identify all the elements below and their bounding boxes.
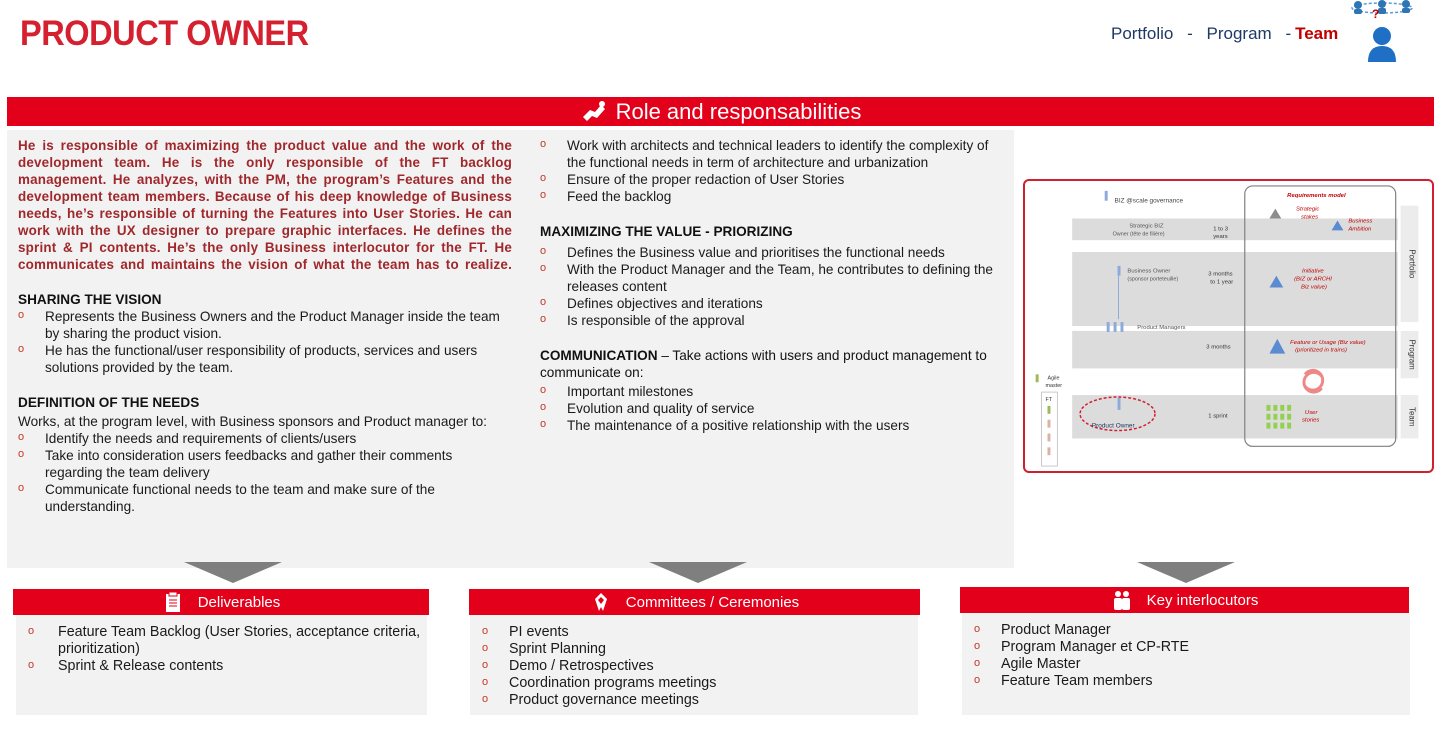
list-item: o Agile Master	[962, 656, 1410, 673]
list-item: o The maintenance of a positive relationship with the users	[540, 417, 1010, 434]
governance-label: BIZ @scale governance	[1114, 197, 1184, 205]
svg-text:?: ?	[1372, 7, 1380, 21]
value-list	[540, 244, 1010, 329]
right-column	[540, 137, 1010, 434]
row-duration-sub: to 1 year	[1210, 279, 1234, 286]
handshake-icon	[580, 99, 608, 125]
req-label-sub: stakes	[1301, 214, 1319, 221]
list-item: o Communicate functional needs to the team and make sure of the understanding.	[18, 481, 512, 515]
deliverables-box	[16, 615, 427, 715]
interlocutors-box	[962, 613, 1410, 715]
people-icon	[1111, 589, 1133, 611]
clipboard-icon	[162, 591, 184, 613]
list-item: o Evolution and quality of service	[540, 400, 1010, 417]
side-label-program: Program	[1407, 339, 1417, 370]
communication-heading	[540, 347, 1010, 381]
req-label: Feature or Usage (Biz value)	[1290, 339, 1366, 346]
page-title: PRODUCT OWNER	[20, 14, 309, 53]
list-item: o Represents the Business Owners and the Product Manager inside the team by sharing the product vision.	[18, 308, 512, 342]
list-item: o Feature Team members	[962, 673, 1410, 690]
list-item: o Defines objectives and iterations	[540, 295, 1010, 312]
breadcrumb	[1111, 24, 1347, 44]
row-role-sub: Owner (tête de filière)	[1112, 231, 1165, 238]
row-role: Product Owner	[1091, 422, 1135, 430]
breadcrumb-separator: -	[1187, 24, 1193, 43]
deliverables-header	[13, 589, 429, 615]
needs-list	[18, 430, 512, 515]
req-label: Strategic	[1296, 206, 1320, 213]
intro-paragraph: He is responsible of maximizing the product value and the work of the development team. He is the only responsible of the FT backlog management. He analyzes, with the PM, the program’s Features and the development team members. Because of his deep knowledge of Business needs, he’s responsible of turning the Features into User Stories. He can work with the UX designer to prepare graphic interfaces. He defines the sprint & PI contents. He’s the only Business interlocutor for the FT. He communicates and maintains the vision of what the team has to realize.	[18, 138, 512, 272]
req-label-sub: stories	[1301, 417, 1320, 424]
requirements-label: Requirements model	[1287, 192, 1346, 199]
list-item: o Sprint Planning	[470, 641, 918, 658]
section-heading: COMMUNICATION	[540, 348, 658, 363]
row-duration: 3 months	[1206, 344, 1231, 351]
list-item: o Take into consideration users feedbacks and gather their comments regarding the team delivery	[18, 447, 512, 481]
req-label-sub: Biz value)	[1301, 284, 1327, 291]
req-label-sub: (prioritized in trains)	[1295, 347, 1347, 354]
row-duration: 1 to 3	[1213, 226, 1228, 233]
req-label: Initiative	[1301, 268, 1324, 275]
list-item: o With the Product Manager and the Team, he contributes to defining the releases content	[540, 261, 1010, 295]
arrow-down	[649, 562, 747, 583]
list-item: o Feed the backlog	[540, 188, 1010, 205]
row-duration: 1 sprint	[1208, 413, 1228, 420]
list-item: o Feature Team Backlog (User Stories, acceptance criteria, prioritization)	[16, 624, 427, 658]
top-list	[540, 137, 1010, 205]
breadcrumb-separator: -	[1285, 24, 1292, 43]
committees-box	[470, 615, 918, 715]
list-item: o Ensure of the proper redaction of User Stories	[540, 171, 1010, 188]
ribbon-icon	[590, 591, 612, 613]
left-column	[18, 137, 512, 515]
list-item: o Important milestones	[540, 383, 1010, 400]
banner-label: Role and responsabilities	[615, 98, 862, 124]
section-text: – Take actions with users and product management to communicate on:	[540, 348, 987, 380]
deliverables-title: Deliverables	[197, 593, 281, 611]
side-label-team: Team	[1407, 407, 1417, 427]
list-item: o Identify the needs and requirements of clients/users	[18, 430, 512, 447]
req-label: Business	[1348, 218, 1373, 225]
row-role: Product Managers	[1137, 324, 1186, 331]
breadcrumb-team[interactable]: Team	[1295, 24, 1339, 43]
list-item: o PI events	[470, 624, 918, 641]
interlocutors-header	[960, 587, 1409, 613]
sharing-list	[18, 308, 512, 376]
role-banner	[7, 97, 1434, 126]
committees-title: Committees / Ceremonies	[625, 593, 800, 611]
list-item: o Product governance meetings	[470, 692, 918, 709]
arrow-down	[184, 562, 282, 583]
list-item: o Demo / Retrospectives	[470, 658, 918, 675]
breadcrumb-portfolio[interactable]: Portfolio	[1111, 24, 1174, 43]
req-label-sub: Ambition	[1348, 226, 1372, 233]
list-item: o Is responsible of the approval	[540, 312, 1010, 329]
row-role-sub: (sponsor porteteuille)	[1127, 276, 1179, 283]
agile-master-label: Agile	[1047, 375, 1060, 382]
list-item: o He has the functional/user responsibility of products, services and users solutions provided by the team.	[18, 342, 512, 376]
section-heading: MAXIMIZING THE VALUE - PRIORIZING	[540, 224, 793, 239]
committees-header	[469, 589, 920, 615]
side-label-portfolio: Portfolio	[1407, 249, 1417, 279]
team-level-icon	[1344, 0, 1420, 64]
communication-list	[540, 383, 1010, 434]
section-text: Works, at the program level, with Business sponsors and Product manager to:	[18, 414, 487, 429]
req-label-sub: (BIZ or ARCHI	[1294, 276, 1332, 283]
req-label: User	[1304, 409, 1318, 416]
section-heading: SHARING THE VISION	[18, 292, 162, 307]
list-item: o Defines the Business value and prioritises the functional needs	[540, 244, 1010, 261]
ft-label: FT	[1045, 396, 1053, 403]
section-heading: DEFINITION OF THE NEEDS	[18, 395, 200, 410]
interlocutors-title: Key interlocutors	[1146, 591, 1259, 609]
row-role: Strategic BIZ	[1129, 223, 1164, 230]
row-duration-sub: years	[1213, 234, 1228, 241]
list-item: o Sprint & Release contents	[16, 658, 427, 675]
row-duration: 3 months	[1208, 271, 1233, 278]
arrow-down	[1137, 562, 1235, 583]
agile-master-label-sub: master	[1045, 383, 1063, 390]
list-item: o Work with architects and technical leaders to identify the complexity of the functional needs in term of architecture and urbanization	[540, 137, 1010, 171]
list-item: o Coordination programs meetings	[470, 675, 918, 692]
breadcrumb-program[interactable]: Program	[1206, 24, 1272, 43]
list-item: o Program Manager et CP-RTE	[962, 639, 1410, 656]
governance-diagram	[1023, 179, 1434, 473]
row-role: Business Owner	[1127, 268, 1171, 275]
list-item: o Product Manager	[962, 622, 1410, 639]
